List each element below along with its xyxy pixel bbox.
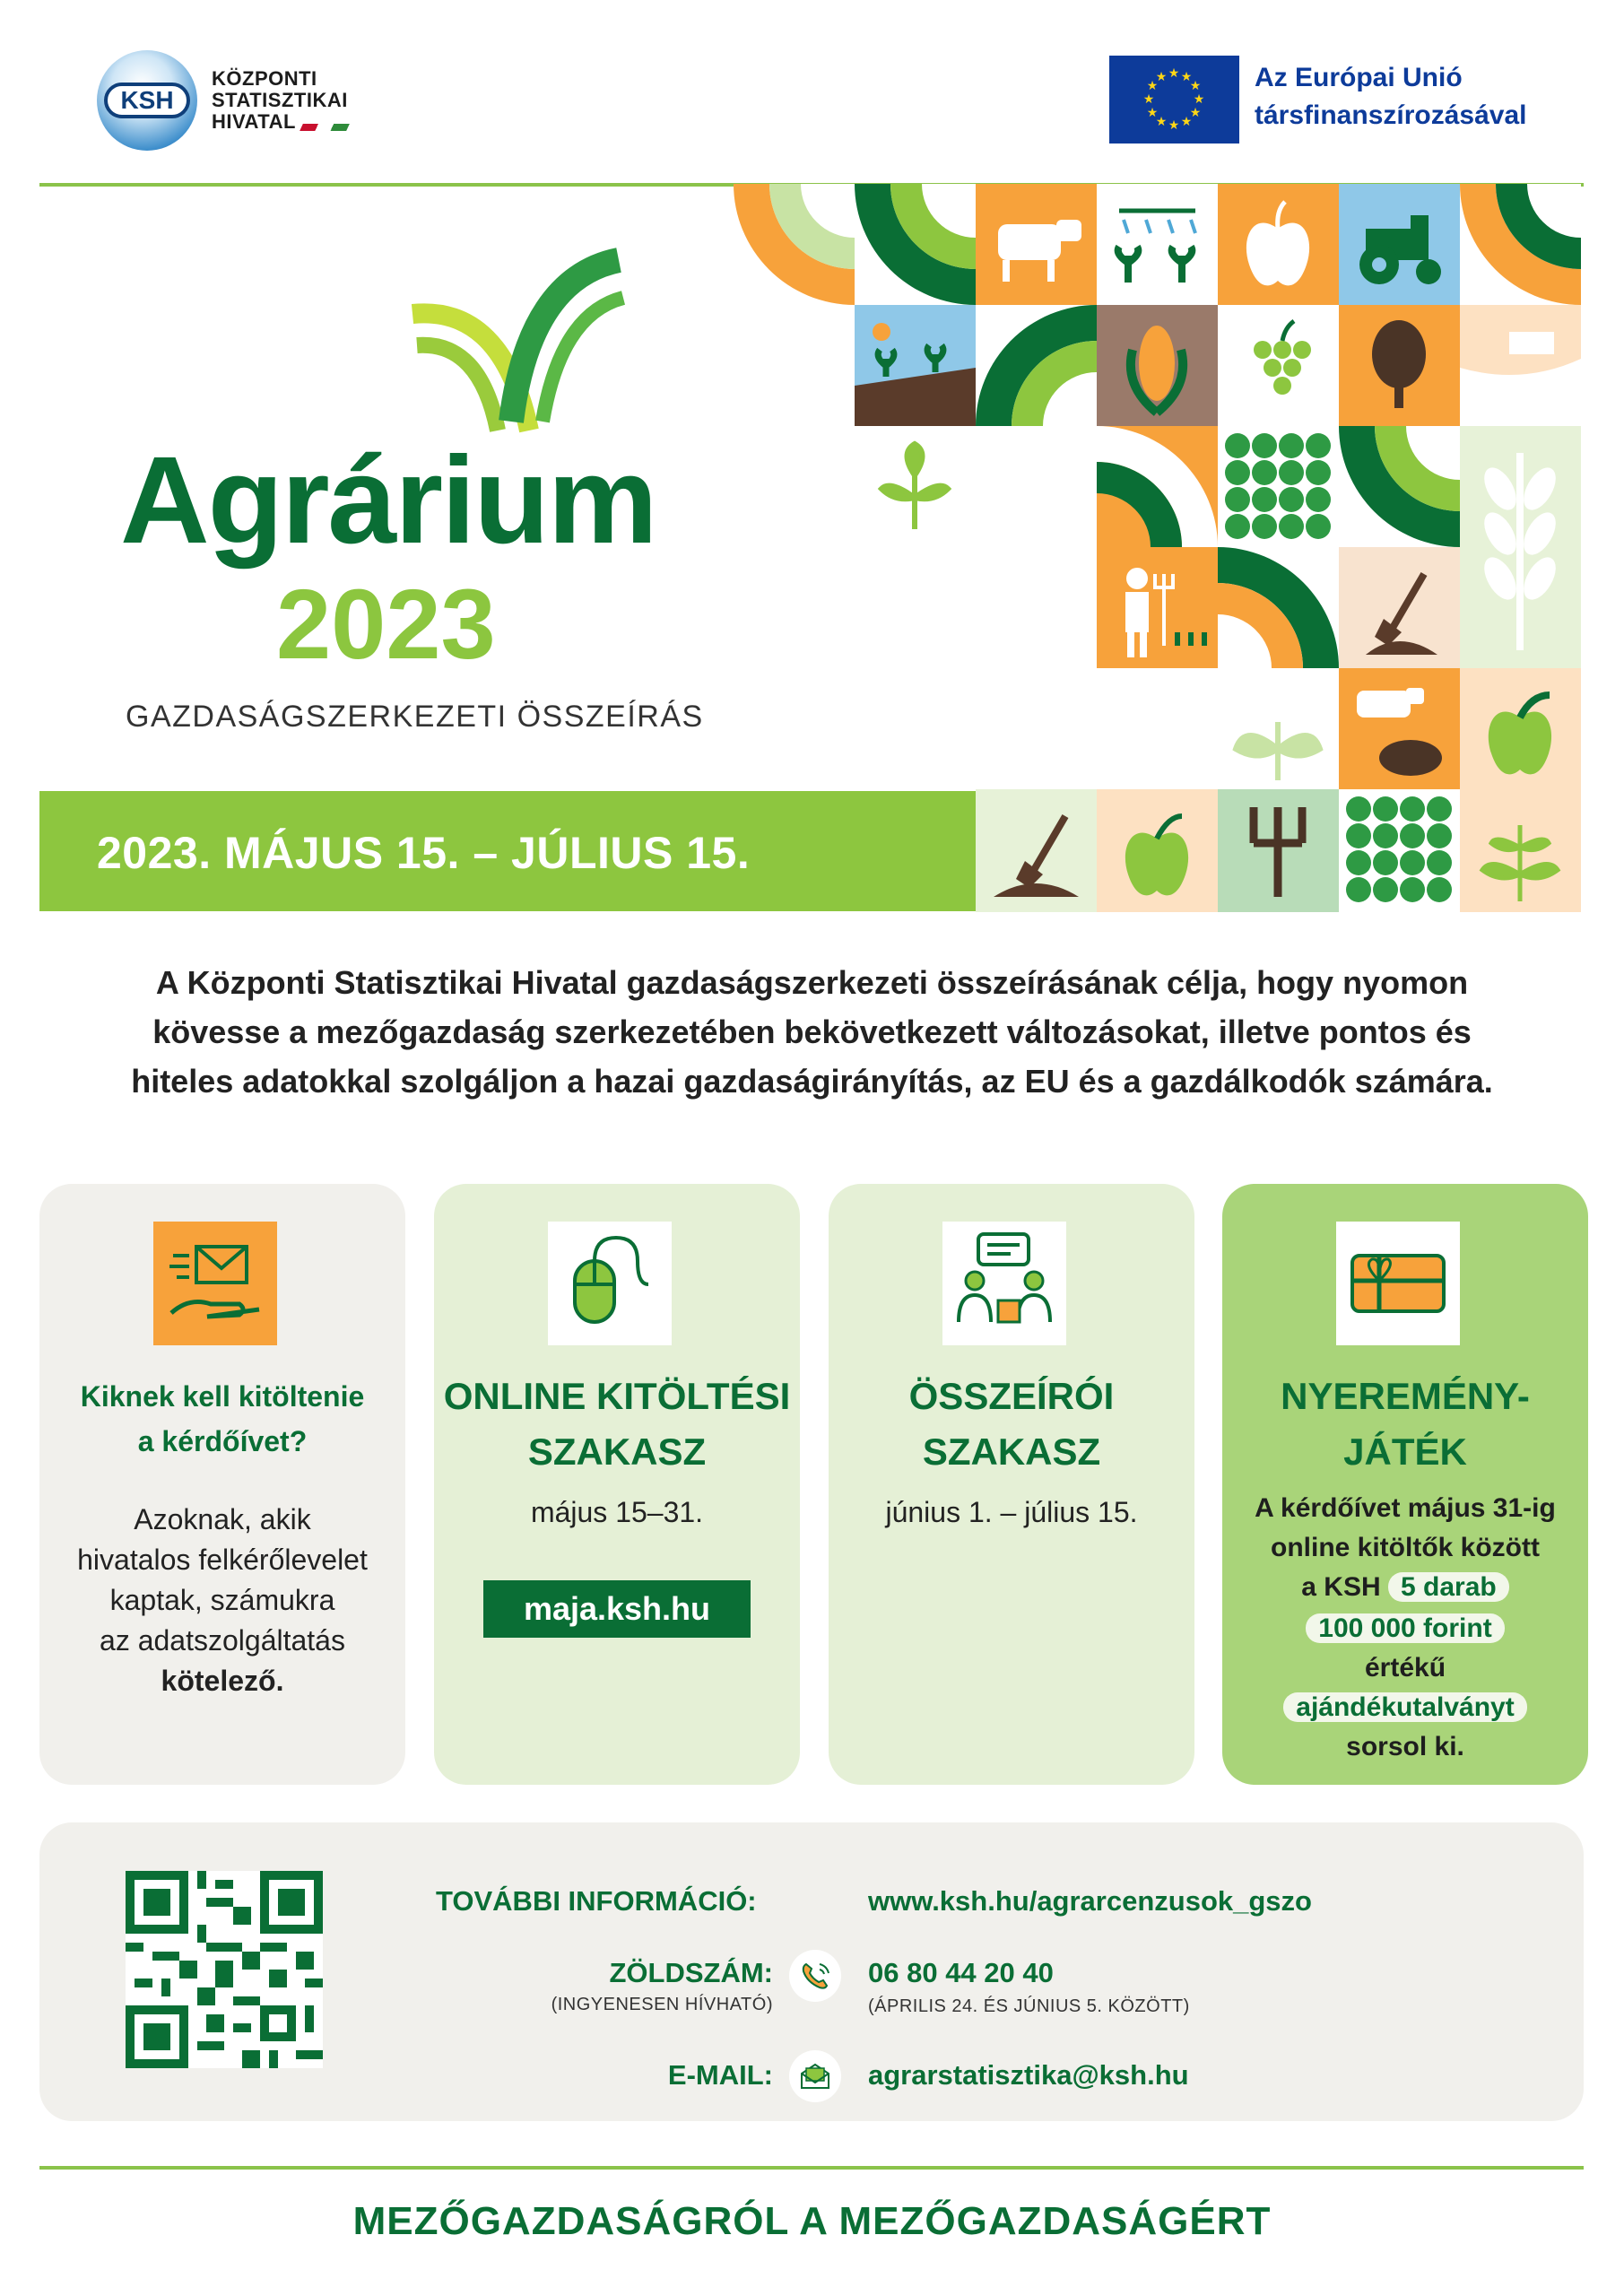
svg-text:★: ★ [1155,115,1168,129]
more-info-label: TOVÁBBI INFORMÁCIÓ: [436,1885,757,1917]
card-who-line: Azoknak, akik [134,1503,311,1535]
card-enumerator-heading [838,1369,1185,1480]
hero-year: 2023 [276,570,496,680]
pitchfork-icon [1218,789,1339,912]
ksh-abbr: KSH [104,83,190,118]
intro-line: hiteles adatokkal szolgáljon a hazai gazdaságirányítás, az EU és a gazdálkodók számára. [131,1063,1493,1100]
eu-text-line1: Az Európai Unió [1255,63,1463,92]
ksh-logo-line2: STATISZTIKAI [212,89,348,111]
svg-text:★: ★ [1180,115,1193,129]
prize-highlight-voucher: ajándékutalványt [1283,1692,1526,1722]
trowel-icon [976,789,1097,912]
svg-text:★: ★ [1142,92,1155,107]
card-who-line: az adatszolgáltatás [100,1624,345,1657]
card-who-heading-line2: a kérdőívet? [137,1425,308,1457]
grapes-icon [1218,305,1339,426]
intro-paragraph [81,958,1543,1106]
date-range: 2023. MÁJUS 15. – JÚLIUS 15. [97,828,751,878]
green-number-period: (ÁPRILIS 24. ÉS JÚNIUS 5. KÖZÖTT) [868,1996,1190,2016]
green-apple-icon [1460,668,1581,789]
cow-icon [976,184,1097,305]
card-who-mandatory: kötelező. [161,1665,284,1697]
prize-highlight-count: 5 darab [1388,1572,1509,1602]
ksh-logo [97,50,357,151]
wheat-arc-logo-icon [395,242,628,439]
hungarian-flag-stripe [300,124,350,131]
card-enumerator-dates: június 1. – július 15. [885,1496,1138,1528]
svg-text:★: ★ [1180,70,1193,84]
svg-text:★: ★ [1193,92,1205,107]
phone-icon [789,1950,841,2002]
cow-pig-icon [1339,668,1460,789]
letter-hand-icon [153,1222,277,1345]
prize-line [1231,1688,1579,1727]
email-address[interactable]: agrarstatisztika@ksh.hu [868,2059,1189,2091]
card-enumerator-heading-line1: ÖSSZEÍRÓI [908,1375,1115,1417]
card-online-heading [443,1369,791,1480]
svg-text:★: ★ [1146,79,1159,93]
card-enumerator-heading-line2: SZAKASZ [922,1431,1101,1473]
card-who-must-fill [39,1184,405,1785]
svg-text:★: ★ [1146,106,1159,120]
prize-line-text: a KSH [1301,1572,1381,1602]
envelope-icon [789,2050,841,2102]
bottom-divider [39,2166,1584,2170]
prize-line: online kitöltők között [1271,1533,1540,1562]
irrigation-icon [1097,184,1218,305]
eu-text-line2: társfinanszírozásával [1255,100,1527,130]
apple-orange-icon [1097,789,1218,912]
green-number[interactable]: 06 80 44 20 40 [868,1957,1054,1988]
dots-pattern-2 [1339,789,1460,912]
footer-slogan: MEZŐGAZDASÁGRÓL A MEZŐGAZDASÁGÉRT [352,2199,1272,2243]
card-online-heading-line2: SZAKASZ [527,1431,707,1473]
card-prize-heading-line1: NYEREMÉNY- [1281,1375,1530,1417]
plant-icon [1460,789,1581,912]
prize-line [1231,1609,1579,1648]
card-online-dates: május 15–31. [530,1496,704,1528]
prize-highlight-amount: 100 000 forint [1306,1613,1504,1643]
agriculture-tile-mosaic [734,184,1584,912]
card-online-phase [434,1184,800,1785]
prize-line: értékű [1364,1653,1446,1683]
gift-card-icon [1336,1222,1460,1345]
seedling-icon [855,426,976,547]
shovel-icon [1339,547,1460,668]
ksh-logo-line1: KÖZPONTI [212,67,317,90]
eu-flag-icon [1109,56,1239,144]
email-label: E-MAIL: [667,2059,773,2091]
more-info-url[interactable]: www.ksh.hu/agrarcenzusok_gszo [868,1885,1312,1917]
corn-icon [1097,305,1218,426]
sprout-icon [1218,668,1339,789]
intro-line: kövesse a mezőgazdaság szerkezetében bekövetkezett változásokat, illetve pontos és [152,1013,1472,1050]
card-online-heading-line1: ONLINE KITÖLTÉSI [443,1375,791,1417]
mouse-icon [548,1222,672,1345]
svg-text:★: ★ [1155,70,1168,84]
card-who-heading [48,1374,396,1464]
card-enumerator-phase [829,1184,1194,1785]
maja-link-button[interactable]: maja.ksh.hu [483,1580,751,1638]
green-number-label: ZÖLDSZÁM: [609,1957,773,1988]
card-who-line: kaptak, számukra [109,1584,335,1616]
card-prize-heading [1231,1369,1579,1480]
farm-house-icon [1460,305,1581,426]
card-prize-game [1222,1184,1588,1785]
interview-icon [942,1222,1066,1345]
ksh-logo-line3: HIVATAL [212,110,296,133]
prize-line [1231,1568,1579,1607]
card-prize-heading-line2: JÁTÉK [1343,1431,1467,1473]
svg-text:★: ★ [1168,66,1180,81]
svg-text:★: ★ [1189,106,1202,120]
prize-line: A kérdőívet május 31-ig [1255,1493,1556,1523]
svg-text:★: ★ [1168,118,1180,133]
card-who-line: hivatalos felkérőlevelet [77,1544,368,1576]
hero-title: Agrárium [120,431,656,570]
green-number-note: (INGYENESEN HÍVHATÓ) [551,1995,773,2014]
card-who-body [48,1500,396,1701]
svg-text:★: ★ [1189,79,1202,93]
apple-icon [1218,184,1339,305]
eu-cofinancing-badge [1109,56,1592,144]
dots-pattern [1218,426,1339,547]
farmer-icon [1097,547,1218,668]
hero-subtitle: GAZDASÁGSZERKEZETI ÖSSZEÍRÁS [126,700,704,734]
card-prize-body [1231,1489,1579,1767]
tree-icon [1339,305,1460,426]
field-sun-icon [855,305,976,426]
prize-line: sorsol ki. [1346,1732,1464,1761]
card-who-heading-line1: Kiknek kell kitöltenie [80,1380,365,1413]
qr-code[interactable] [126,1871,323,2068]
intro-line: A Központi Statisztikai Hivatal gazdaságszerkezeti összeírásának célja, hogy nyomon [155,964,1469,1001]
tractor-icon [1339,184,1460,305]
wheat-icon [1460,426,1581,668]
